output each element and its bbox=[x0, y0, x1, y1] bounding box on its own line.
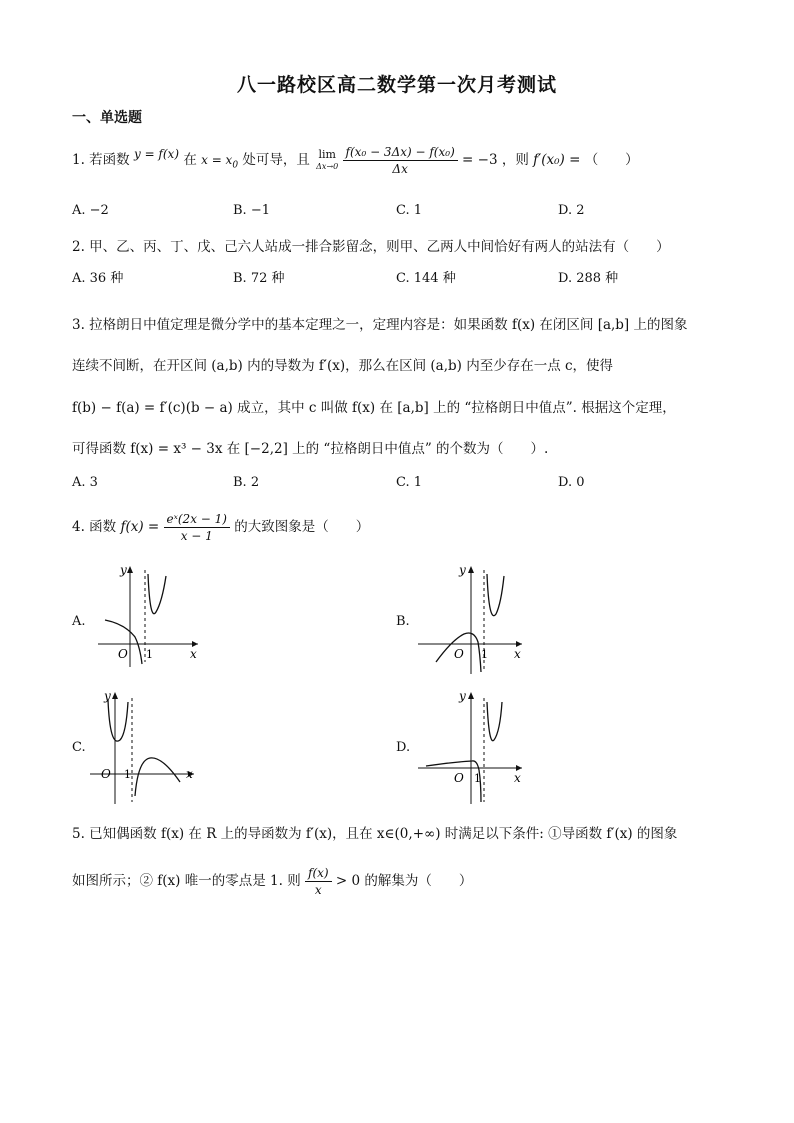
graph-c-one: 1 bbox=[124, 768, 131, 781]
q3-line-1: 3. 拉格朗日中值定理是微分学中的基本定理之一，定理内容是：如果函数 f(x) 在闭区间 [a,b] 上的图象 bbox=[72, 317, 688, 333]
q2-option-a[interactable]: A. 36 种 bbox=[72, 271, 124, 286]
graph-b-x-label: x bbox=[514, 647, 521, 661]
q1-diff: 处可导，且 bbox=[242, 152, 310, 168]
q1-fraction: $\frac{\text{f(x₀ − 3Δx) − f(x₀)}}{\Delta x}$ bbox=[343, 145, 458, 176]
q3-line-3: f(b) − f(a) = f′(c)(b − a) 成立，其中 c 叫做 f(x) 在 [a,b] 上的 “拉格朗日中值点”. 根据这个定理， bbox=[72, 400, 676, 416]
q3-option-b[interactable]: B. 2 bbox=[233, 475, 260, 490]
section-heading: 一、单选题 bbox=[72, 110, 142, 126]
q1-paren: （ ） bbox=[584, 152, 639, 168]
graph-d-x-label: x bbox=[514, 771, 521, 785]
graph-c-origin: O bbox=[101, 767, 111, 781]
graph-d-y-label: y bbox=[459, 689, 466, 703]
graph-a-x-label: x bbox=[190, 647, 197, 661]
q5-fraction: $\frac{f(x)}{x}$ bbox=[305, 866, 332, 897]
q3-option-c[interactable]: C. 1 bbox=[396, 475, 423, 490]
graph-b-label[interactable]: B. bbox=[396, 614, 410, 629]
graph-a-origin: O bbox=[118, 647, 128, 661]
q3-line-4: 可得函数 f(x) = x³ − 3x 在 [−2,2] 上的 “拉格朗日中值点” 的个数为（ ）. bbox=[72, 441, 549, 457]
question-4 bbox=[72, 512, 369, 543]
q3-line-2: 连续不间断，在开区间 (a,b) 内的导数为 f′(x)，那么在区间 (a,b) 内至少存在一点 c，使得 bbox=[72, 358, 614, 374]
q4-suffix: 的大致图象是（ ） bbox=[234, 519, 370, 535]
graph-a-one: 1 bbox=[146, 648, 153, 661]
q3-option-a[interactable]: A. 3 bbox=[72, 475, 98, 490]
q1-option-d[interactable]: D. 2 bbox=[558, 203, 585, 218]
q5-line-2-b: > 0 的解集为（ ） bbox=[335, 873, 473, 889]
q1-eq: = −3 bbox=[462, 152, 498, 168]
graph-c-x-label: x bbox=[186, 767, 193, 781]
graph-c-y-label: y bbox=[104, 689, 111, 703]
q1-limit: lim Δx→0 bbox=[316, 148, 339, 171]
graph-c[interactable] bbox=[86, 688, 201, 806]
q1-option-b[interactable]: B. −1 bbox=[233, 203, 270, 218]
graph-b[interactable] bbox=[414, 562, 529, 677]
graph-b-y-label: y bbox=[459, 563, 466, 577]
q1-option-c[interactable]: C. 1 bbox=[396, 203, 423, 218]
q1-option-a[interactable]: A. −2 bbox=[72, 203, 109, 218]
graph-d[interactable] bbox=[414, 688, 529, 806]
graph-a-label[interactable]: A. bbox=[72, 614, 86, 629]
q4-func: f(x) = bbox=[120, 519, 160, 535]
graph-d-origin: O bbox=[454, 771, 464, 785]
graph-b-origin: O bbox=[454, 647, 464, 661]
graph-b-one: 1 bbox=[481, 648, 488, 661]
q1-then: ，则 bbox=[501, 152, 529, 168]
q1-prefix: 1. 若函数 bbox=[72, 152, 130, 168]
graph-c-label[interactable]: C. bbox=[72, 740, 86, 755]
graph-a-y-label: y bbox=[120, 563, 127, 577]
q4-fraction: $\frac{\text{eˣ(2x − 1)}}{x - 1}$ bbox=[164, 512, 230, 543]
q4-prefix: 4. 函数 bbox=[72, 519, 117, 535]
graph-d-label[interactable]: D. bbox=[396, 740, 411, 755]
q5-line-2 bbox=[72, 866, 472, 897]
page-title: 八一路校区高二数学第一次月考测试 bbox=[236, 74, 557, 96]
q2-option-c[interactable]: C. 144 种 bbox=[396, 271, 456, 286]
q3-option-d[interactable]: D. 0 bbox=[558, 475, 585, 490]
graph-a[interactable] bbox=[90, 562, 205, 670]
question-2: 2. 甲、乙、丙、丁、戊、己六人站成一排合影留念，则甲、乙两人中间恰好有两人的站法有（ ） bbox=[72, 239, 670, 255]
q5-line-2-a: 如图所示；② f(x) 唯一的零点是 1. 则 bbox=[72, 873, 301, 889]
graph-d-one: 1 bbox=[474, 772, 481, 785]
q1-x0: x = x bbox=[201, 153, 233, 167]
q2-option-b[interactable]: B. 72 种 bbox=[233, 271, 285, 286]
q1-ask: f′(x₀) = bbox=[533, 152, 581, 168]
q5-line-1: 5. 已知偶函数 f(x) 在 R 上的导函数为 f′(x)，且在 x∈(0,+∞) 时满足以下条件: ①导函数 f′(x) 的图象 bbox=[72, 826, 678, 842]
q1-func: y = f(x) bbox=[133, 147, 180, 161]
q2-option-d[interactable]: D. 288 种 bbox=[558, 271, 619, 286]
q1-at: 在 bbox=[183, 152, 197, 168]
question-1: 1. 若函数 y = f(x) 在 $x = x_0$ 处可导，且 lim Δx→0 $\frac{\text{f(x₀ − 3Δx) − f(x₀)}}{\Delta x}$ = −3 ，则 f′(x₀) = （ ） bbox=[72, 145, 639, 176]
